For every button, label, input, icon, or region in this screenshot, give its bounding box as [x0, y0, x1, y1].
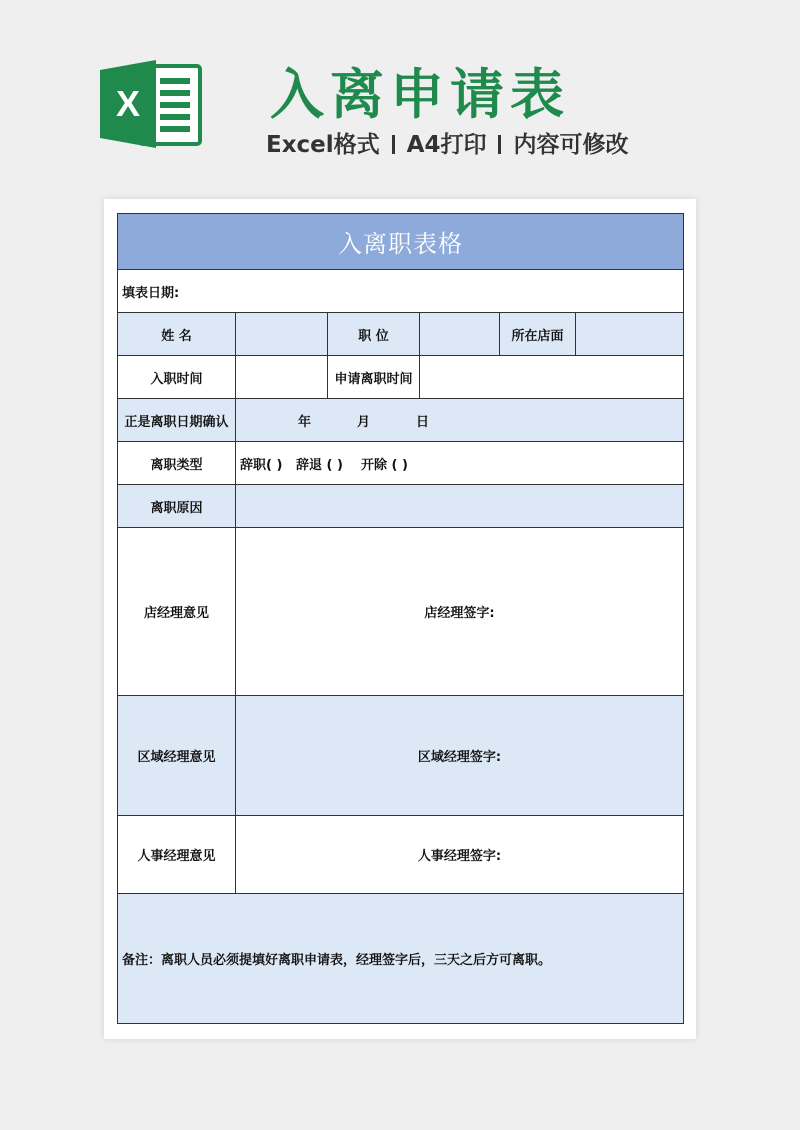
- apply-leave-time-label: 申请离职时间: [328, 356, 420, 399]
- excel-logo-letter: X: [115, 83, 141, 124]
- name-input[interactable]: [236, 313, 328, 356]
- subtitle-separator: [498, 135, 501, 154]
- store-label: 所在店面: [500, 313, 576, 356]
- fill-date-field[interactable]: [118, 270, 684, 313]
- leave-type-options-text: 辞职( ) 辞退 ( ) 开除 ( ): [240, 457, 408, 473]
- resignation-form-table: [117, 213, 684, 1024]
- leave-type-label: 离职类型: [118, 442, 236, 485]
- note-text: 备注：离职人员必须提填好离职申请表，经理签字后，三天之后方可离职。: [122, 953, 552, 968]
- apply-leave-time-input[interactable]: [420, 356, 684, 399]
- subtitle-format: Excel格式: [266, 132, 380, 158]
- page-title: 入离申请表: [270, 63, 570, 126]
- entry-time-input[interactable]: [236, 356, 328, 399]
- leave-reason-label: 离职原因: [118, 485, 236, 528]
- hr-manager-opinion-field[interactable]: [236, 816, 684, 894]
- month-label: 月: [357, 414, 371, 430]
- confirm-date-label: 正是离职日期确认: [118, 399, 236, 442]
- day-label: 日: [416, 414, 430, 430]
- store-manager-sign-label: 店经理签字:: [424, 606, 495, 621]
- leave-type-options[interactable]: [236, 442, 684, 485]
- name-label: 姓 名: [118, 313, 236, 356]
- region-manager-opinion-field[interactable]: [236, 696, 684, 816]
- page-subtitle: [266, 126, 628, 159]
- subtitle-separator: [392, 135, 395, 154]
- region-manager-sign-label: 区域经理签字:: [417, 750, 502, 765]
- position-label: 职 位: [328, 313, 420, 356]
- subtitle-editable: 内容可修改: [513, 132, 629, 158]
- page-header: [0, 0, 800, 200]
- year-label: 年: [298, 414, 312, 430]
- hr-manager-opinion-label: 人事经理意见: [118, 816, 236, 894]
- fill-date-label: 填表日期:: [122, 285, 180, 301]
- hr-manager-sign-label: 人事经理签字:: [417, 849, 502, 864]
- note-row: [118, 894, 684, 1024]
- confirm-date-input[interactable]: [236, 399, 684, 442]
- leave-reason-input[interactable]: [236, 485, 684, 528]
- position-input[interactable]: [420, 313, 500, 356]
- entry-time-label: 入职时间: [118, 356, 236, 399]
- region-manager-opinion-label: 区域经理意见: [118, 696, 236, 816]
- excel-logo-icon: [100, 58, 206, 150]
- subtitle-print: A4打印: [406, 132, 487, 158]
- store-manager-opinion-label: 店经理意见: [118, 528, 236, 696]
- store-manager-opinion-field[interactable]: [236, 528, 684, 696]
- store-input[interactable]: [576, 313, 684, 356]
- form-title: 入离职表格: [118, 214, 684, 270]
